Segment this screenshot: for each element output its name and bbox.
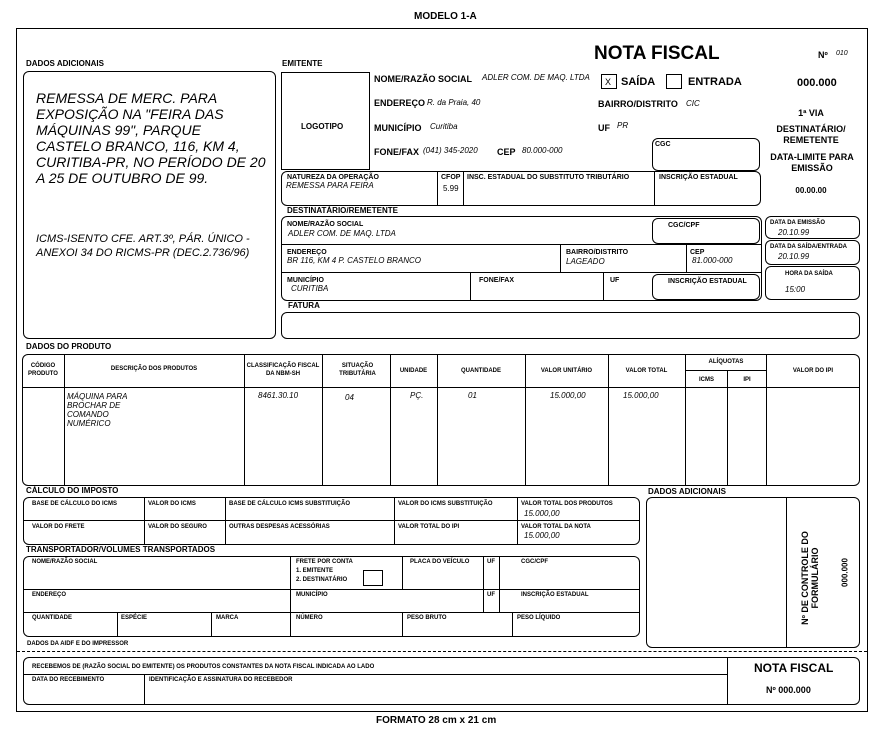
numero-value: 010 [836,50,848,57]
valor-nota-label: VALOR TOTAL DA NOTA [521,524,591,530]
data-saida-value: 20.10.99 [778,252,810,261]
dest-cgc-label: CGC/CPF [668,222,700,229]
tear-line [17,651,867,652]
destinatario-label: DESTINATÁRIO/REMETENTE [287,206,398,215]
hora-saida-label: HORA DA SAÍDA [785,271,833,277]
dados-adicionais-right-label: DADOS ADICIONAIS [648,487,726,496]
dados-adicionais-label: DADOS ADICIONAIS [26,59,104,68]
divider [394,497,395,545]
valor-seguro-label: VALOR DO SEGURO [148,524,207,530]
recebemos-label: RECEBEMOS DE (RAZÃO SOCIAL DO EMITENTE) OS PRODUTOS CONSTANTES DA NOTA FISCAL INDICADA AO LADO [32,664,375,670]
transp-marca-label: MARCA [216,615,239,621]
divider [64,354,65,486]
dest-municipio-value: CURITIBA [291,284,329,293]
divider [685,354,686,486]
nota-fiscal-title: NOTA FISCAL [594,43,720,64]
frete-label: FRETE POR CONTA [296,559,353,565]
frete-checkbox[interactable] [363,570,383,586]
outras-label: OUTRAS DESPESAS ACESSÓRIAS [229,524,330,530]
valor-produtos-label: VALOR TOTAL DOS PRODUTOS [521,501,613,507]
data-limite-label: DATA-LIMITE PARA EMISSÃO [770,152,854,173]
base-icms-label: BASE DE CÁLCULO DO ICMS [32,501,118,507]
cgc-label: CGC [655,141,671,148]
canhoto-numero: Nº 000.000 [766,685,811,695]
divider [22,387,860,388]
emit-endereco-value: R. da Praia, 40 [427,98,481,107]
entrada-label: ENTRADA [688,76,742,88]
transp-municipio-label: MUNICÍPIO [296,592,328,598]
divider [211,612,212,637]
transp-numero-label: NÚMERO [296,615,323,621]
divider [727,370,728,486]
dest-fone-label: FONE/FAX [479,277,515,284]
hora-saida-box [765,266,860,300]
emit-fone-label: FONE/FAX [374,147,420,157]
divider [23,520,640,521]
valor-frete-label: VALOR DO FRETE [32,524,85,530]
dest-municipio-label: MUNICÍPIO [287,277,324,284]
modelo-label: MODELO 1-A [414,11,477,22]
serie-numero: 000.000 [797,77,837,89]
dest-bairro-label: BAIRRO/DISTRITO [566,249,629,256]
emit-nome-label: NOME/RAZÃO SOCIAL [374,74,472,84]
data-saida-label: DATA DA SAÍDA/ENTRADA [770,244,847,250]
data-emissao-box [765,216,860,239]
fatura-label: FATURA [288,301,320,310]
emit-municipio-value: Curitiba [430,122,458,131]
row-unidade: PÇ. [410,391,424,400]
valor-nota-value: 15.000,00 [524,531,560,540]
numero-label: Nº [818,50,828,60]
data-emissao-label: DATA DA EMISSÃO [770,220,825,226]
divider [786,497,787,648]
col-valor-ipi: VALOR DO IPI [792,368,834,374]
row-situacao: 04 [345,393,354,402]
emit-nome-value: ADLER COM. DE MAQ. LTDA [482,73,590,82]
emitente-label: EMITENTE [282,59,323,68]
saida-mark: X [605,77,612,87]
divider [686,244,687,272]
transportador-label: TRANSPORTADOR/VOLUMES TRANSPORTADOS [26,545,216,554]
col-unidade: UNIDADE [399,368,428,374]
dest-insc-label: INSCRIÇÃO ESTADUAL [668,278,747,285]
divider [517,497,518,545]
transp-uf-label: UF [487,559,495,565]
divider [322,354,323,486]
divider [281,272,762,273]
data-saida-box [765,240,860,265]
divider [225,497,226,545]
divider [463,171,464,206]
divider [437,171,438,206]
transp-cgc-label: CGC/CPF [521,559,548,565]
divider [499,556,500,612]
divider [402,612,403,637]
logo-box [281,72,370,170]
via-label: 1ª VIA [798,108,824,118]
canhoto-title: NOTA FISCAL [754,661,834,675]
divider [727,657,728,705]
icms-isento-text: ICMS-ISENTO CFE. ART.3º, PÁR. ÚNICO - ANEXOI 34 DO RICMS-PR (DEC.2.736/96) [36,233,250,259]
col-situacao: SITUAÇÃO TRIBUTÁRIA [339,363,376,377]
emit-bairro-value: CIC [686,99,700,108]
col-descricao: DESCRIÇÃO DOS PRODUTOS [110,366,198,372]
col-ipi: IPI [743,377,751,383]
row-valor-total: 15.000,00 [623,391,659,400]
divider [23,612,640,613]
divider [603,272,604,301]
fatura-box [281,312,860,339]
divider [281,244,762,245]
divider [144,674,145,705]
row-valor-unitario: 15.000,00 [550,391,586,400]
divider [483,556,484,612]
cfop-label: CFOP [441,174,461,181]
formato-label: FORMATO 28 cm x 21 cm [376,715,497,726]
controle-value: 000.000 [840,558,850,587]
transp-especie-label: ESPÉCIE [121,615,148,621]
dest-uf-label: UF [610,277,620,284]
frete-1-label: 1. EMITENTE [296,568,334,574]
divider [685,370,766,371]
emit-uf-value: PR [617,121,629,130]
data-emissao-value: 20.10.99 [778,228,810,237]
transp-quantidade-label: QUANTIDADE [32,615,72,621]
dest-cep-value: 81.000-000 [692,256,733,265]
emit-cep-value: 80.000-000 [522,146,563,155]
col-icms: ICMS [699,377,714,383]
dest-nome-label: NOME/RAZÃO SOCIAL [287,221,364,228]
controle-label: Nº DE CONTROLE DO FORMULÁRIO [800,531,820,625]
saida-checkbox[interactable] [601,74,617,89]
insc-subst-label: INSC. ESTADUAL DO SUBSTITUTO TRIBUTÁRIO [467,174,630,181]
frete-2-label: 2. DESTINATÁRIO [296,577,348,583]
divider [23,589,640,590]
logotipo-label: LOGOTIPO [301,122,344,131]
transp-nome-label: NOME/RAZÃO SOCIAL [32,559,98,565]
dest-nome-value: ADLER COM. DE MAQ. LTDA [288,229,396,238]
dest-endereco-label: ENDEREÇO [287,249,327,256]
emit-bairro-label: BAIRRO/DISTRITO [598,99,678,109]
entrada-checkbox[interactable] [666,74,682,89]
dados-adicionais-box [23,71,276,339]
peso-bruto-label: PESO BRUTO [407,615,447,621]
valor-icms-label: VALOR DO ICMS [148,501,196,507]
dest-cep-label: CEP [690,249,705,256]
insc-estadual-label: INSCRIÇÃO ESTADUAL [659,174,738,181]
divider [512,612,513,637]
divider [117,612,118,637]
col-codigo: CÓDIGO PRODUTO [28,363,58,377]
base-subst-label: BASE DE CÁLCULO ICMS SUBSTITUIÇÃO [229,501,351,507]
dados-adicionais-right-box [646,497,860,648]
divider [654,171,655,206]
col-valor-unitario: VALOR UNITÁRIO [540,368,593,374]
cgc-box [652,138,760,171]
destinatario-remetente-label: DESTINATÁRIO/ REMETENTE [776,124,846,145]
col-valor-total: VALOR TOTAL [625,368,668,374]
aidf-label: DADOS DA AIDF E DO IMPRESSOR [27,641,129,647]
dest-endereco-value: BR 116, KM 4 P. CASTELO BRANCO [287,256,421,265]
valor-produtos-value: 15.000,00 [524,509,560,518]
data-limite-value: 00.00.00 [795,186,827,195]
emit-municipio-label: MUNICÍPIO [374,123,422,133]
emit-cep-label: CEP [497,147,516,157]
transp-uf2-label: UF [487,592,495,598]
divider [290,556,291,637]
row-quantidade: 01 [468,391,477,400]
hora-saida-value: 15:00 [785,285,806,294]
natureza-label: NATUREZA DA OPERAÇÃO [287,174,379,181]
peso-liquido-label: PESO LÍQUIDO [517,615,561,621]
valor-subst-label: VALOR DO ICMS SUBSTITUIÇÃO [398,501,493,507]
identificacao-label: IDENTIFICAÇÃO E ASSINATURA DO RECEBEDOR [149,677,293,683]
emit-fone-value: (041) 345-2020 [423,146,478,155]
transp-insc-label: INSCRIÇÃO ESTADUAL [521,592,589,598]
valor-ipi-label: VALOR TOTAL DO IPI [398,524,460,530]
dest-bairro-value: LAGEADO [566,257,605,266]
data-recebimento-label: DATA DO RECEBIMENTO [32,677,105,683]
col-quantidade: QUANTIDADE [461,368,501,374]
col-aliquotas: ALÍQUOTAS [708,359,744,365]
dados-adicionais-text: REMESSA DE MERC. PARA EXPOSIÇÃO NA "FEIRA DAS MÁQUINAS 99", PARQUE CASTELO BRANCO, 116, KM 4, CURITIBA-PR, NO PERÍODO DE 20 A 25 DE OUTUBRO DE 99. [36,90,266,186]
divider [402,556,403,589]
natureza-value: REMESSA PARA FEIRA [286,181,374,190]
divider [470,272,471,301]
emit-uf-label: UF [598,123,610,133]
cfop-value: 5.99 [443,184,459,193]
imposto-label: CÁLCULO DO IMPOSTO [26,486,119,495]
transp-endereco-label: ENDEREÇO [32,592,67,598]
placa-label: PLACA DO VEÍCULO [410,559,470,565]
saida-label: SAÍDA [621,76,656,88]
divider [560,244,561,272]
emit-endereco-label: ENDEREÇO [374,98,426,108]
row-classificacao: 8461.30.10 [258,391,299,400]
col-classificacao: CLASSIFICAÇÃO FISCAL DA NBM-SH [246,363,320,377]
divider [144,497,145,545]
row-descricao: MÁQUINA PARA BROCHAR DE COMANDO NUMÉRICO [67,392,128,428]
produto-label: DADOS DO PRODUTO [26,342,112,351]
divider [23,674,727,675]
